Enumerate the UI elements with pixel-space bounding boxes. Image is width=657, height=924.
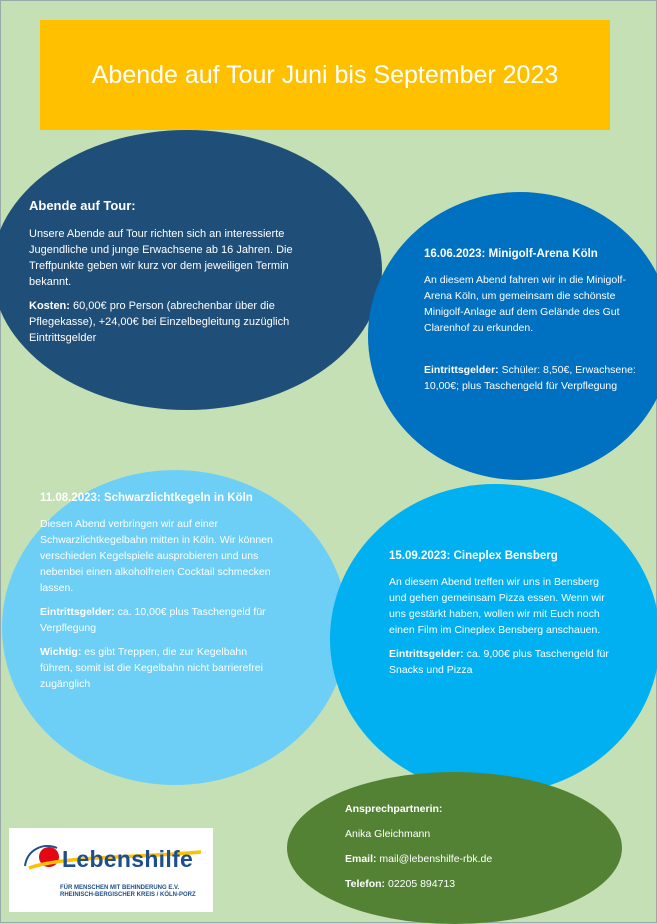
note-label: Wichtig:: [40, 646, 82, 658]
contact-email: [345, 851, 575, 867]
event-cineplex-fees: [389, 646, 614, 678]
logo-subtitle-line2: RHEINISCH-BERGISCHER KREIS / KÖLN-PORZ: [60, 892, 196, 898]
fees-label: Eintrittsgelder:: [40, 606, 115, 618]
contact-name: Anika Gleichmann: [345, 828, 431, 840]
contact-phone: [345, 876, 575, 892]
email-label: Email:: [345, 853, 377, 865]
intro-costs: [29, 298, 329, 346]
email-value[interactable]: mail@lebenshilfe-rbk.de: [376, 853, 493, 865]
event-minigolf: [424, 246, 649, 402]
costs-label: Kosten:: [29, 300, 70, 312]
logo-subtitle-line1: FÜR MENSCHEN MIT BEHINDERUNG E.V.: [60, 885, 180, 891]
fees-text: Schüler: 8,50€, Erwachsene: 10,00€; plus Taschengeld für Verpflegung: [424, 364, 636, 392]
page-title: Abende auf Tour Juni bis September 2023: [91, 60, 559, 89]
contact-heading: Ansprechpartnerin:: [345, 803, 443, 815]
event-kegeln-heading: 11.08.2023: Schwarzlichtkegeln in Köln: [40, 492, 253, 504]
event-minigolf-heading: 16.06.2023: Minigolf-Arena Köln: [424, 248, 598, 260]
event-minigolf-fees: [424, 362, 649, 394]
event-kegeln: [40, 490, 280, 700]
phone-value: 02205 894713: [385, 878, 456, 890]
event-kegeln-text: Diesen Abend verbringen wir auf einer Schwarzlichtkegelbahn mitten in Köln. Wir können verschieden Kegelspiele ausprobieren und uns nebenbei einen alkoholfreien Cocktail schmecken lassen.: [40, 518, 273, 594]
intro-heading: Abende auf Tour:: [29, 198, 136, 213]
costs-text: 60,00€ pro Person (abrechenbar über die Pflegekasse), +24,00€ bei Einzelbegleitung zuzüglich Eintrittsgelder: [29, 300, 290, 344]
event-cineplex: [389, 548, 614, 686]
event-cineplex-text: An diesem Abend treffen wir uns in Bensberg und gehen gemeinsam Pizza essen. Wenn wir uns gestärkt haben, wollen wir mit Euch noch einen Film im Cineplex Bensberg anschauen.: [389, 576, 605, 636]
event-cineplex-heading: 15.09.2023: Cineplex Bensberg: [389, 550, 558, 562]
fees-label: Eintrittsgelder:: [424, 364, 499, 376]
title-banner: [40, 20, 610, 130]
fees-text: ca. 9,00€ plus Taschengeld für Snacks und Pizza: [389, 648, 609, 676]
event-kegeln-fees: [40, 604, 280, 636]
event-kegeln-note: [40, 644, 280, 692]
fees-text: ca. 10,00€ plus Taschengeld für Verpflegung: [40, 606, 266, 634]
logo-subtitle: [60, 885, 196, 899]
intro-text: Unsere Abende auf Tour richten sich an interessierte Jugendliche und junge Erwachsene ab 16 Jahren. Die Treffpunkte geben wir kurz vor dem jeweiligen Termin bekannt.: [29, 228, 293, 288]
logo-name: Lebenshilfe: [62, 846, 194, 872]
note-text: es gibt Treppen, die zur Kegelbahn führen, somit ist die Kegelbahn nicht barrierefrei zugänglich: [40, 646, 263, 690]
lebenshilfe-logo: [9, 828, 213, 912]
fees-label: Eintrittsgelder:: [389, 648, 464, 660]
contact-section: [345, 801, 575, 901]
event-minigolf-text: An diesem Abend fahren wir in die Minigolf-Arena Köln, um gemeinsam die schönste Minigolf-Anlage auf dem Gelände des Gut Clarenhof zu erkunden.: [424, 274, 626, 334]
phone-label: Telefon:: [345, 878, 386, 890]
intro-section: [29, 198, 329, 354]
